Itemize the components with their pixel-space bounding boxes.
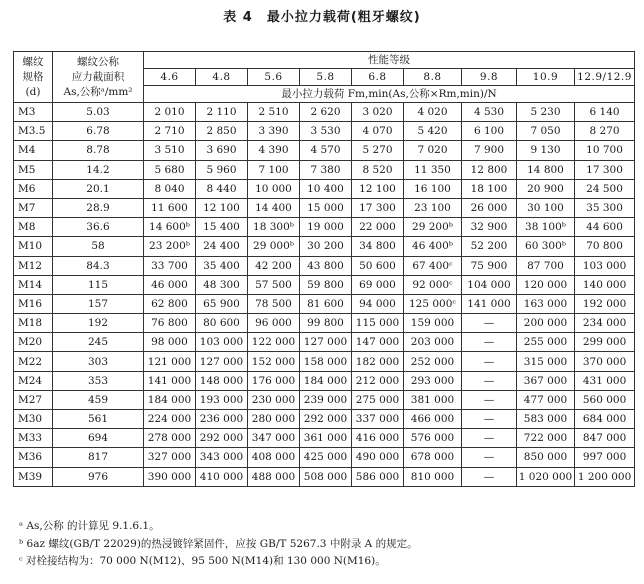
table-row bbox=[14, 314, 635, 333]
load-value-cell: 50 600 bbox=[352, 256, 404, 275]
footnote-a: ᵃ As,公称 的计算见 9.1.6.1。 bbox=[19, 520, 160, 532]
stress-area-cell: 561 bbox=[53, 410, 144, 429]
load-value-cell: 5 680 bbox=[144, 160, 196, 179]
load-value-cell: 12 100 bbox=[196, 198, 248, 217]
thread-size-cell: M36 bbox=[14, 448, 53, 467]
load-value-cell: 8 440 bbox=[196, 179, 248, 198]
header-grade: 8.8 bbox=[404, 69, 462, 86]
load-table bbox=[13, 51, 635, 487]
thread-size-cell: M12 bbox=[14, 256, 53, 275]
load-value-cell: 5 270 bbox=[352, 141, 404, 160]
header-grade: 12.9/12.9 bbox=[575, 69, 635, 86]
load-value-cell: 678 000 bbox=[404, 448, 462, 467]
load-value-cell: 8 520 bbox=[352, 160, 404, 179]
thread-size-cell: M6 bbox=[14, 179, 53, 198]
thread-size-cell: M16 bbox=[14, 294, 53, 313]
load-value-cell: 60 300ᵇ bbox=[517, 237, 575, 256]
thread-size-cell: M30 bbox=[14, 410, 53, 429]
table-row bbox=[14, 390, 635, 409]
load-value-cell: 140 000 bbox=[575, 275, 635, 294]
load-value-cell: 75 900 bbox=[462, 256, 517, 275]
load-value-cell: 122 000 bbox=[248, 333, 300, 352]
load-value-cell: — bbox=[462, 314, 517, 333]
load-value-cell: 408 000 bbox=[248, 448, 300, 467]
load-value-cell: 120 000 bbox=[517, 275, 575, 294]
table-row bbox=[14, 410, 635, 429]
load-value-cell: 4 070 bbox=[352, 122, 404, 141]
load-value-cell: 125 000ᶜ bbox=[404, 294, 462, 313]
header-size: 螺纹 规格 (d) bbox=[14, 52, 53, 103]
load-value-cell: 12 800 bbox=[462, 160, 517, 179]
load-value-cell: 23 200ᵇ bbox=[144, 237, 196, 256]
load-value-cell: 182 000 bbox=[352, 352, 404, 371]
load-value-cell: — bbox=[462, 448, 517, 467]
load-value-cell: 16 100 bbox=[404, 179, 462, 198]
thread-size-cell: M22 bbox=[14, 352, 53, 371]
table-row bbox=[14, 448, 635, 467]
table-row bbox=[14, 429, 635, 448]
header-area: 螺纹公称 应力截面积 As,公称ᵃ/mm² bbox=[53, 52, 144, 103]
load-value-cell: 76 800 bbox=[144, 314, 196, 333]
header-grade: 5.8 bbox=[300, 69, 352, 86]
load-value-cell: 255 000 bbox=[517, 333, 575, 352]
load-value-cell: 87 700 bbox=[517, 256, 575, 275]
load-value-cell: 2 110 bbox=[196, 103, 248, 122]
load-value-cell: 4 570 bbox=[300, 141, 352, 160]
load-value-cell: 14 400 bbox=[248, 198, 300, 217]
stress-area-cell: 115 bbox=[53, 275, 144, 294]
load-value-cell: 44 600 bbox=[575, 218, 635, 237]
load-value-cell: 278 000 bbox=[144, 429, 196, 448]
load-value-cell: 23 100 bbox=[404, 198, 462, 217]
stress-area-cell: 6.78 bbox=[53, 122, 144, 141]
load-value-cell: 24 400 bbox=[196, 237, 248, 256]
load-value-cell: 34 800 bbox=[352, 237, 404, 256]
load-value-cell: 508 000 bbox=[300, 467, 352, 486]
load-value-cell: 17 300 bbox=[352, 198, 404, 217]
load-value-cell: 5 230 bbox=[517, 103, 575, 122]
load-value-cell: 8 270 bbox=[575, 122, 635, 141]
load-value-cell: 361 000 bbox=[300, 429, 352, 448]
load-value-cell: 14 600ᵇ bbox=[144, 218, 196, 237]
load-value-cell: 192 000 bbox=[575, 294, 635, 313]
load-value-cell: 4 530 bbox=[462, 103, 517, 122]
load-value-cell: 7 050 bbox=[517, 122, 575, 141]
load-value-cell: 96 000 bbox=[248, 314, 300, 333]
table-row bbox=[14, 237, 635, 256]
stress-area-cell: 20.1 bbox=[53, 179, 144, 198]
load-value-cell: 24 500 bbox=[575, 179, 635, 198]
header-load-label: 最小拉力载荷 Fm,min(As,公称×Rm,min)/N bbox=[144, 86, 635, 103]
load-value-cell: — bbox=[462, 410, 517, 429]
load-value-cell: 69 000 bbox=[352, 275, 404, 294]
load-value-cell: 92 000ᶜ bbox=[404, 275, 462, 294]
load-value-cell: 381 000 bbox=[404, 390, 462, 409]
thread-size-cell: M27 bbox=[14, 390, 53, 409]
load-value-cell: 9 130 bbox=[517, 141, 575, 160]
load-value-cell: 3 390 bbox=[248, 122, 300, 141]
table-row bbox=[14, 160, 635, 179]
footnotes bbox=[19, 518, 418, 571]
load-value-cell: 42 200 bbox=[248, 256, 300, 275]
load-value-cell: 576 000 bbox=[404, 429, 462, 448]
load-value-cell: — bbox=[462, 333, 517, 352]
load-value-cell: 18 100 bbox=[462, 179, 517, 198]
load-value-cell: 159 000 bbox=[404, 314, 462, 333]
load-value-cell: 35 300 bbox=[575, 198, 635, 217]
thread-size-cell: M20 bbox=[14, 333, 53, 352]
header-grade: 5.6 bbox=[248, 69, 300, 86]
load-value-cell: 30 100 bbox=[517, 198, 575, 217]
load-value-cell: 275 000 bbox=[352, 390, 404, 409]
table-title: 表 4 最小拉力载荷(粗牙螺纹) bbox=[223, 10, 421, 25]
load-value-cell: 127 000 bbox=[196, 352, 248, 371]
stress-area-cell: 14.2 bbox=[53, 160, 144, 179]
thread-size-cell: M18 bbox=[14, 314, 53, 333]
load-value-cell: — bbox=[462, 371, 517, 390]
load-value-cell: 46 000 bbox=[144, 275, 196, 294]
load-value-cell: 141 000 bbox=[144, 371, 196, 390]
load-value-cell: 65 900 bbox=[196, 294, 248, 313]
load-value-cell: 997 000 bbox=[575, 448, 635, 467]
load-value-cell: 43 800 bbox=[300, 256, 352, 275]
load-value-cell: 57 500 bbox=[248, 275, 300, 294]
header-grade: 6.8 bbox=[352, 69, 404, 86]
load-value-cell: — bbox=[462, 429, 517, 448]
load-value-cell: 11 600 bbox=[144, 198, 196, 217]
thread-size-cell: M3.5 bbox=[14, 122, 53, 141]
load-value-cell: 236 000 bbox=[196, 410, 248, 429]
load-value-cell: 147 000 bbox=[352, 333, 404, 352]
load-value-cell: 30 200 bbox=[300, 237, 352, 256]
footnote-c: ᶜ 对栓接结构为：70 000 N(M12)、95 500 N(M14)和 130 000 N(M16)。 bbox=[19, 555, 386, 567]
stress-area-cell: 84.3 bbox=[53, 256, 144, 275]
load-value-cell: 466 000 bbox=[404, 410, 462, 429]
load-value-cell: 184 000 bbox=[300, 371, 352, 390]
load-value-cell: 367 000 bbox=[517, 371, 575, 390]
load-value-cell: 17 300 bbox=[575, 160, 635, 179]
load-value-cell: 70 800 bbox=[575, 237, 635, 256]
stress-area-cell: 694 bbox=[53, 429, 144, 448]
load-value-cell: 94 000 bbox=[352, 294, 404, 313]
table-row bbox=[14, 141, 635, 160]
load-value-cell: 7 020 bbox=[404, 141, 462, 160]
load-value-cell: 343 000 bbox=[196, 448, 248, 467]
load-value-cell: 4 390 bbox=[248, 141, 300, 160]
load-value-cell: 3 510 bbox=[144, 141, 196, 160]
header-grade: 10.9 bbox=[517, 69, 575, 86]
load-value-cell: 5 960 bbox=[196, 160, 248, 179]
load-value-cell: 48 300 bbox=[196, 275, 248, 294]
load-value-cell: 104 000 bbox=[462, 275, 517, 294]
stress-area-cell: 8.78 bbox=[53, 141, 144, 160]
load-value-cell: 416 000 bbox=[352, 429, 404, 448]
load-value-cell: 722 000 bbox=[517, 429, 575, 448]
thread-size-cell: M14 bbox=[14, 275, 53, 294]
load-value-cell: 8 040 bbox=[144, 179, 196, 198]
load-value-cell: 212 000 bbox=[352, 371, 404, 390]
thread-size-cell: M10 bbox=[14, 237, 53, 256]
load-value-cell: 29 000ᵇ bbox=[248, 237, 300, 256]
stress-area-cell: 353 bbox=[53, 371, 144, 390]
stress-area-cell: 28.9 bbox=[53, 198, 144, 217]
load-value-cell: 292 000 bbox=[196, 429, 248, 448]
load-value-cell: 10 700 bbox=[575, 141, 635, 160]
load-value-cell: 3 020 bbox=[352, 103, 404, 122]
load-value-cell: 280 000 bbox=[248, 410, 300, 429]
table-row bbox=[14, 122, 635, 141]
load-value-cell: 239 000 bbox=[300, 390, 352, 409]
load-value-cell: 230 000 bbox=[248, 390, 300, 409]
load-value-cell: 18 300ᵇ bbox=[248, 218, 300, 237]
load-value-cell: 7 100 bbox=[248, 160, 300, 179]
table-row bbox=[14, 371, 635, 390]
header-grade: 4.8 bbox=[196, 69, 248, 86]
load-value-cell: 431 000 bbox=[575, 371, 635, 390]
load-value-cell: 184 000 bbox=[144, 390, 196, 409]
load-value-cell: 6 140 bbox=[575, 103, 635, 122]
load-value-cell: 152 000 bbox=[248, 352, 300, 371]
table-row bbox=[14, 275, 635, 294]
load-value-cell: 2 620 bbox=[300, 103, 352, 122]
load-value-cell: 22 000 bbox=[352, 218, 404, 237]
load-value-cell: 38 100ᵇ bbox=[517, 218, 575, 237]
load-value-cell: 127 000 bbox=[300, 333, 352, 352]
load-value-cell: 158 000 bbox=[300, 352, 352, 371]
stress-area-cell: 157 bbox=[53, 294, 144, 313]
load-value-cell: 293 000 bbox=[404, 371, 462, 390]
stress-area-cell: 36.6 bbox=[53, 218, 144, 237]
load-value-cell: 4 020 bbox=[404, 103, 462, 122]
load-value-cell: 3 690 bbox=[196, 141, 248, 160]
load-value-cell: 33 700 bbox=[144, 256, 196, 275]
load-value-cell: 410 000 bbox=[196, 467, 248, 486]
load-value-cell: 80 600 bbox=[196, 314, 248, 333]
load-value-cell: 847 000 bbox=[575, 429, 635, 448]
header-grade-group: 性能等级 bbox=[144, 52, 635, 69]
stress-area-cell: 817 bbox=[53, 448, 144, 467]
load-value-cell: 19 000 bbox=[300, 218, 352, 237]
table-row bbox=[14, 467, 635, 486]
stress-area-cell: 192 bbox=[53, 314, 144, 333]
table-row bbox=[14, 333, 635, 352]
load-value-cell: 315 000 bbox=[517, 352, 575, 371]
load-value-cell: 2 510 bbox=[248, 103, 300, 122]
table-row bbox=[14, 256, 635, 275]
load-value-cell: 488 000 bbox=[248, 467, 300, 486]
load-value-cell: 6 100 bbox=[462, 122, 517, 141]
load-value-cell: 15 000 bbox=[300, 198, 352, 217]
stress-area-cell: 245 bbox=[53, 333, 144, 352]
load-value-cell: 234 000 bbox=[575, 314, 635, 333]
load-value-cell: 203 000 bbox=[404, 333, 462, 352]
stress-area-cell: 5.03 bbox=[53, 103, 144, 122]
load-value-cell: 78 500 bbox=[248, 294, 300, 313]
table-row bbox=[14, 103, 635, 122]
load-value-cell: 490 000 bbox=[352, 448, 404, 467]
load-value-cell: 2 710 bbox=[144, 122, 196, 141]
load-value-cell: 477 000 bbox=[517, 390, 575, 409]
load-value-cell: — bbox=[462, 352, 517, 371]
stress-area-cell: 303 bbox=[53, 352, 144, 371]
load-value-cell: 115 000 bbox=[352, 314, 404, 333]
load-value-cell: 62 800 bbox=[144, 294, 196, 313]
load-value-cell: — bbox=[462, 467, 517, 486]
load-value-cell: 850 000 bbox=[517, 448, 575, 467]
load-value-cell: 560 000 bbox=[575, 390, 635, 409]
load-value-cell: 2 010 bbox=[144, 103, 196, 122]
load-value-cell: 32 900 bbox=[462, 218, 517, 237]
load-value-cell: 252 000 bbox=[404, 352, 462, 371]
load-value-cell: 176 000 bbox=[248, 371, 300, 390]
load-value-cell: 67 400ᶜ bbox=[404, 256, 462, 275]
stress-area-cell: 459 bbox=[53, 390, 144, 409]
load-value-cell: 224 000 bbox=[144, 410, 196, 429]
thread-size-cell: M24 bbox=[14, 371, 53, 390]
load-value-cell: 12 100 bbox=[352, 179, 404, 198]
load-value-cell: 26 000 bbox=[462, 198, 517, 217]
load-value-cell: 46 400ᵇ bbox=[404, 237, 462, 256]
load-value-cell: 347 000 bbox=[248, 429, 300, 448]
load-value-cell: 10 400 bbox=[300, 179, 352, 198]
load-value-cell: 1 020 000 bbox=[517, 467, 575, 486]
table-row bbox=[14, 198, 635, 217]
load-value-cell: 98 000 bbox=[144, 333, 196, 352]
load-value-cell: 3 530 bbox=[300, 122, 352, 141]
footnote-b: ᵇ 6az 螺纹(GB/T 22029)的热浸镀锌紧固件，应按 GB/T 5267.3 中附录 A 的规定。 bbox=[19, 537, 418, 550]
thread-size-cell: M4 bbox=[14, 141, 53, 160]
load-value-cell: 7 900 bbox=[462, 141, 517, 160]
thread-size-cell: M39 bbox=[14, 467, 53, 486]
table-row bbox=[14, 294, 635, 313]
load-value-cell: 586 000 bbox=[352, 467, 404, 486]
load-value-cell: — bbox=[462, 390, 517, 409]
load-value-cell: 59 800 bbox=[300, 275, 352, 294]
load-value-cell: 193 000 bbox=[196, 390, 248, 409]
load-value-cell: 29 200ᵇ bbox=[404, 218, 462, 237]
load-value-cell: 20 900 bbox=[517, 179, 575, 198]
load-value-cell: 81 600 bbox=[300, 294, 352, 313]
stress-area-cell: 58 bbox=[53, 237, 144, 256]
load-value-cell: 15 400 bbox=[196, 218, 248, 237]
thread-size-cell: M33 bbox=[14, 429, 53, 448]
load-value-cell: 1 200 000 bbox=[575, 467, 635, 486]
thread-size-cell: M8 bbox=[14, 218, 53, 237]
load-value-cell: 337 000 bbox=[352, 410, 404, 429]
load-value-cell: 103 000 bbox=[196, 333, 248, 352]
load-value-cell: 292 000 bbox=[300, 410, 352, 429]
load-value-cell: 121 000 bbox=[144, 352, 196, 371]
load-value-cell: 7 380 bbox=[300, 160, 352, 179]
load-value-cell: 299 000 bbox=[575, 333, 635, 352]
load-value-cell: 390 000 bbox=[144, 467, 196, 486]
load-value-cell: 2 850 bbox=[196, 122, 248, 141]
load-value-cell: 10 000 bbox=[248, 179, 300, 198]
load-value-cell: 370 000 bbox=[575, 352, 635, 371]
thread-size-cell: M3 bbox=[14, 103, 53, 122]
table-row bbox=[14, 352, 635, 371]
load-value-cell: 148 000 bbox=[196, 371, 248, 390]
load-value-cell: 141 000 bbox=[462, 294, 517, 313]
load-value-cell: 583 000 bbox=[517, 410, 575, 429]
load-value-cell: 14 800 bbox=[517, 160, 575, 179]
header-grade: 4.6 bbox=[144, 69, 196, 86]
load-value-cell: 35 400 bbox=[196, 256, 248, 275]
table-row bbox=[14, 218, 635, 237]
load-value-cell: 327 000 bbox=[144, 448, 196, 467]
load-value-cell: 810 000 bbox=[404, 467, 462, 486]
header-grade: 9.8 bbox=[462, 69, 517, 86]
load-value-cell: 99 800 bbox=[300, 314, 352, 333]
stress-area-cell: 976 bbox=[53, 467, 144, 486]
load-value-cell: 200 000 bbox=[517, 314, 575, 333]
load-value-cell: 103 000 bbox=[575, 256, 635, 275]
load-value-cell: 5 420 bbox=[404, 122, 462, 141]
load-value-cell: 163 000 bbox=[517, 294, 575, 313]
thread-size-cell: M5 bbox=[14, 160, 53, 179]
thread-size-cell: M7 bbox=[14, 198, 53, 217]
load-value-cell: 684 000 bbox=[575, 410, 635, 429]
table-row bbox=[14, 179, 635, 198]
load-value-cell: 425 000 bbox=[300, 448, 352, 467]
load-value-cell: 52 200 bbox=[462, 237, 517, 256]
load-value-cell: 11 350 bbox=[404, 160, 462, 179]
